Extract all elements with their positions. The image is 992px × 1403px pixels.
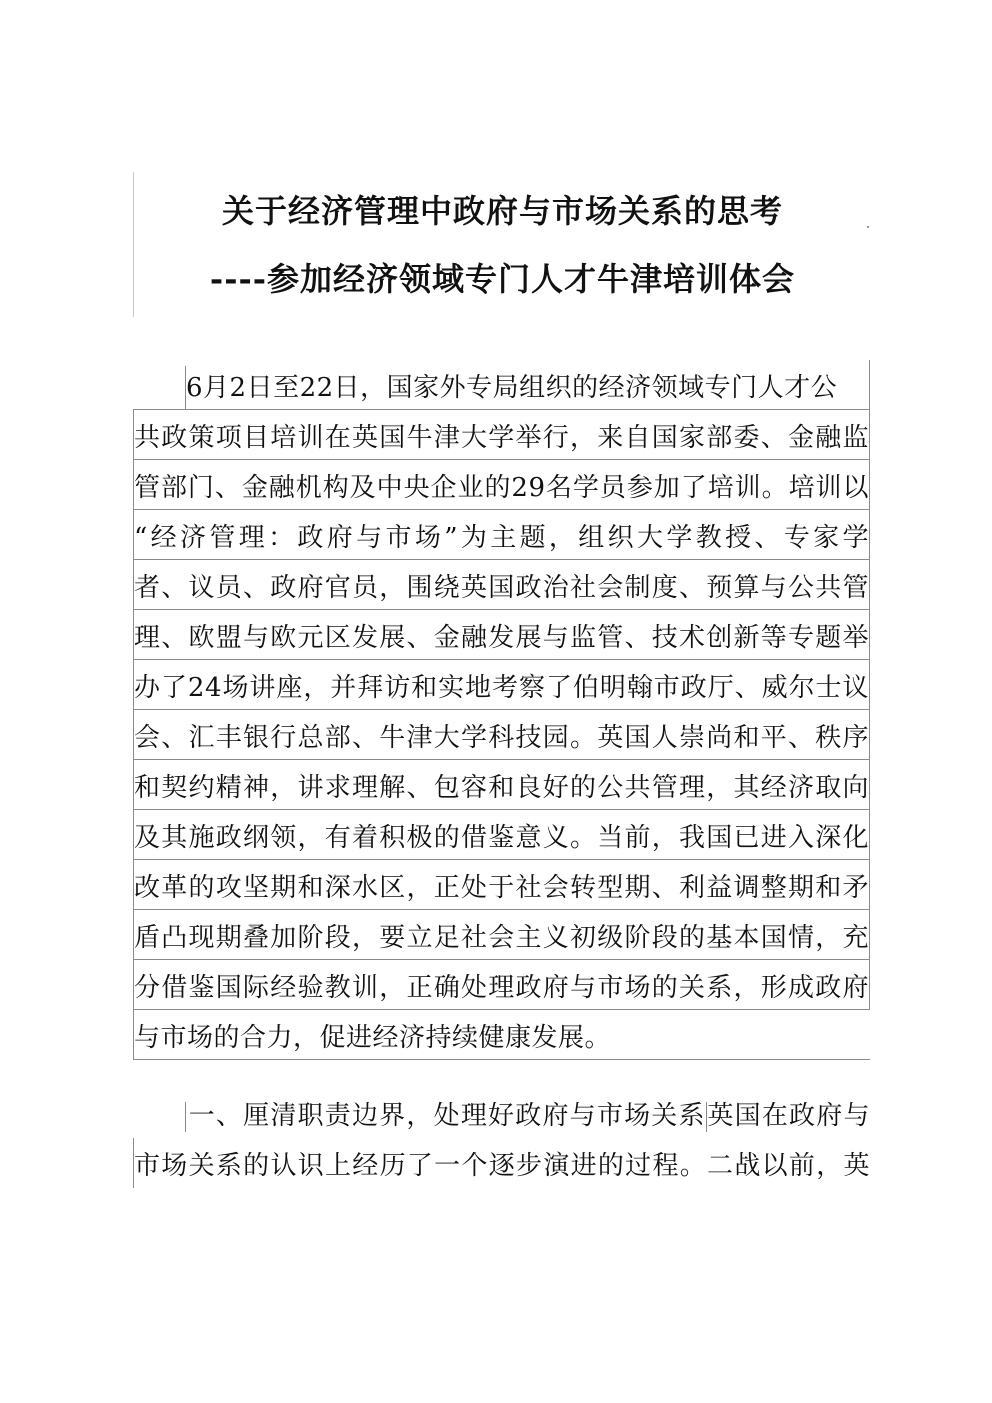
text-line: 会、汇丰银行总部、牛津大学科技园。英国人崇尚和平、秩序 bbox=[133, 710, 870, 760]
text-line: 及其施政纲领，有着积极的借鉴意义。当前，我国已进入深化 bbox=[133, 810, 870, 860]
text-line: 管部门、金融机构及中央企业的29名学员参加了培训。培训以 bbox=[133, 460, 870, 510]
title-block bbox=[133, 172, 871, 317]
section-heading: 一、厘清职责边界，处理好政府与市场关系 bbox=[188, 1101, 706, 1131]
section-heading-tail: 英国在政府与 bbox=[706, 1101, 870, 1131]
text-line: 理、欧盟与欧元区发展、金融发展与监管、技术创新等专题举 bbox=[133, 610, 870, 660]
text-line: 者、议员、政府官员，围绕英国政治社会制度、预算与公共管 bbox=[133, 560, 870, 610]
document-subtitle: ----参加经济领域专门人才牛津培训体会 bbox=[209, 260, 796, 298]
text-line-content: 6月2日至22日，国家外专局组织的经济领域专门人才公 bbox=[185, 366, 837, 410]
section-heading-line bbox=[133, 1088, 870, 1138]
text-line: 共政策项目培训在英国牛津大学举行，来自国家部委、金融监 bbox=[133, 410, 870, 460]
text-boundary-mark bbox=[185, 1102, 186, 1132]
text-boundary-mark bbox=[867, 226, 869, 228]
text-line: 盾凸现期叠加阶段，要立足社会主义初级阶段的基本国情，充 bbox=[133, 910, 870, 960]
paragraph-section-one bbox=[133, 1088, 870, 1188]
text-line: 分借鉴国际经验教训，正确处理政府与市场的关系，形成政府 bbox=[133, 960, 870, 1010]
text-line: 改革的攻坚期和深水区，正处于社会转型期、利益调整期和矛 bbox=[133, 860, 870, 910]
text-line: 和契约精神，讲求理解、包容和良好的公共管理，其经济取向 bbox=[133, 760, 870, 810]
document-title: 关于经济管理中政府与市场关系的思考 bbox=[221, 192, 783, 230]
paragraph-intro bbox=[133, 360, 870, 1060]
text-line bbox=[133, 360, 870, 410]
text-line: 市场关系的认识上经历了一个逐步演进的过程。二战以前，英 bbox=[133, 1138, 870, 1188]
text-line: “经济管理：政府与市场”为主题，组织大学教授、专家学 bbox=[133, 510, 870, 560]
text-line: 与市场的合力，促进经济持续健康发展。 bbox=[133, 1010, 870, 1060]
text-line: 办了24场讲座，并拜访和实地考察了伯明翰市政厅、威尔士议 bbox=[133, 660, 870, 710]
